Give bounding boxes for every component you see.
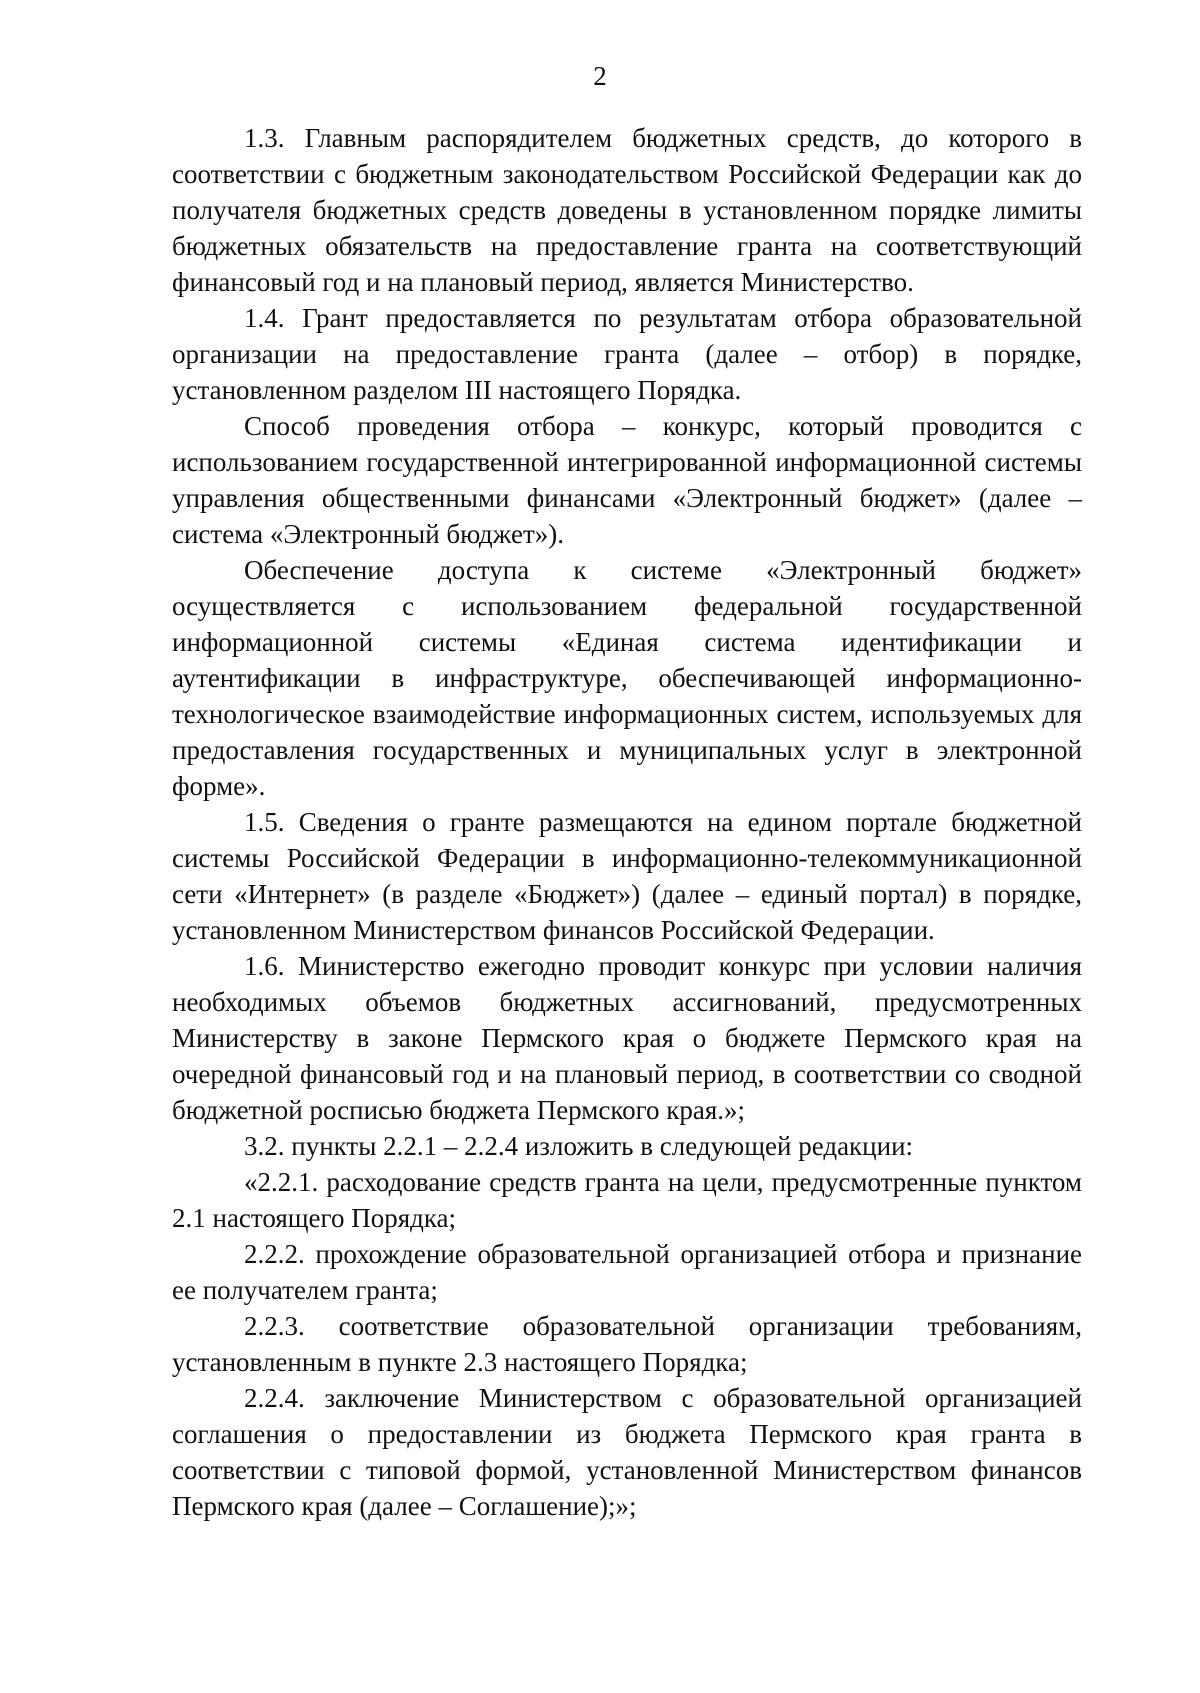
paragraph-1-5: 1.5. Сведения о гранте размещаются на едином портале бюджетной системы Российской Федерации в информационно-телекоммуникационной сети «Интернет» (в разделе «Бюджет») (далее – единый портал) в порядке, установленном Министерством финансов Российской Федерации. <box>172 807 1082 945</box>
paragraph-1-4: 1.4. Грант предоставляется по результатам отбора образовательной организации на предоставление гранта (далее – отбор) в порядке, установленном разделом III настоящего Порядка. <box>172 303 1082 405</box>
paragraph-selection-method: Способ проведения отбора – конкурс, который проводится с использованием государственной интегрированной информационной системы управления общественными финансами «Электронный бюджет» (далее – система «Электронный бюджет»). <box>172 411 1082 549</box>
paragraph-1-6: 1.6. Министерство ежегодно проводит конкурс при условии наличия необходимых объемов бюджетных ассигнований, предусмотренных Министерству в законе Пермского края о бюджете Пермского края на очередной финансовый год и на плановый период, в соответствии со сводной бюджетной росписью бюджета Пермского края.»; <box>172 951 1082 1125</box>
paragraph-2-2-1: «2.2.1. расходование средств гранта на цели, предусмотренные пунктом 2.1 настоящего Порядка; <box>172 1167 1082 1233</box>
document-body <box>172 120 1082 1524</box>
paragraph-system-access: Обеспечение доступа к системе «Электронный бюджет» осуществляется с использованием федеральной государственной информационной системы «Единая система идентификации и аутентификации в инфраструктуре, обеспечивающей информационно-технологическое взаимодействие информационных систем, используемых для предоставления государственных и муниципальных услуг в электронной форме». <box>172 555 1082 801</box>
paragraph-3-2: 3.2. пункты 2.2.1 – 2.2.4 изложить в следующей редакции: <box>244 1131 914 1161</box>
paragraph-2-2-3: 2.2.3. соответствие образовательной организации требованиям, установленным в пункте 2.3 настоящего Порядка; <box>172 1311 1082 1377</box>
paragraph-2-2-4: 2.2.4. заключение Министерством с образовательной организацией соглашения о предоставлении из бюджета Пермского края гранта в соответствии с типовой формой, установленной Министерством финансов Пермского края (далее – Соглашение);»; <box>172 1383 1082 1521</box>
paragraph-1-3: 1.3. Главным распорядителем бюджетных средств, до которого в соответствии с бюджетным законодательством Российской Федерации как до получателя бюджетных средств доведены в установленном порядке лимиты бюджетных обязательств на предоставление гранта на соответствующий финансовый год и на плановый период, является Министерство. <box>172 123 1082 297</box>
paragraph-2-2-2: 2.2.2. прохождение образовательной организацией отбора и признание ее получателем гранта; <box>172 1239 1082 1305</box>
page-number: 2 <box>593 61 607 91</box>
